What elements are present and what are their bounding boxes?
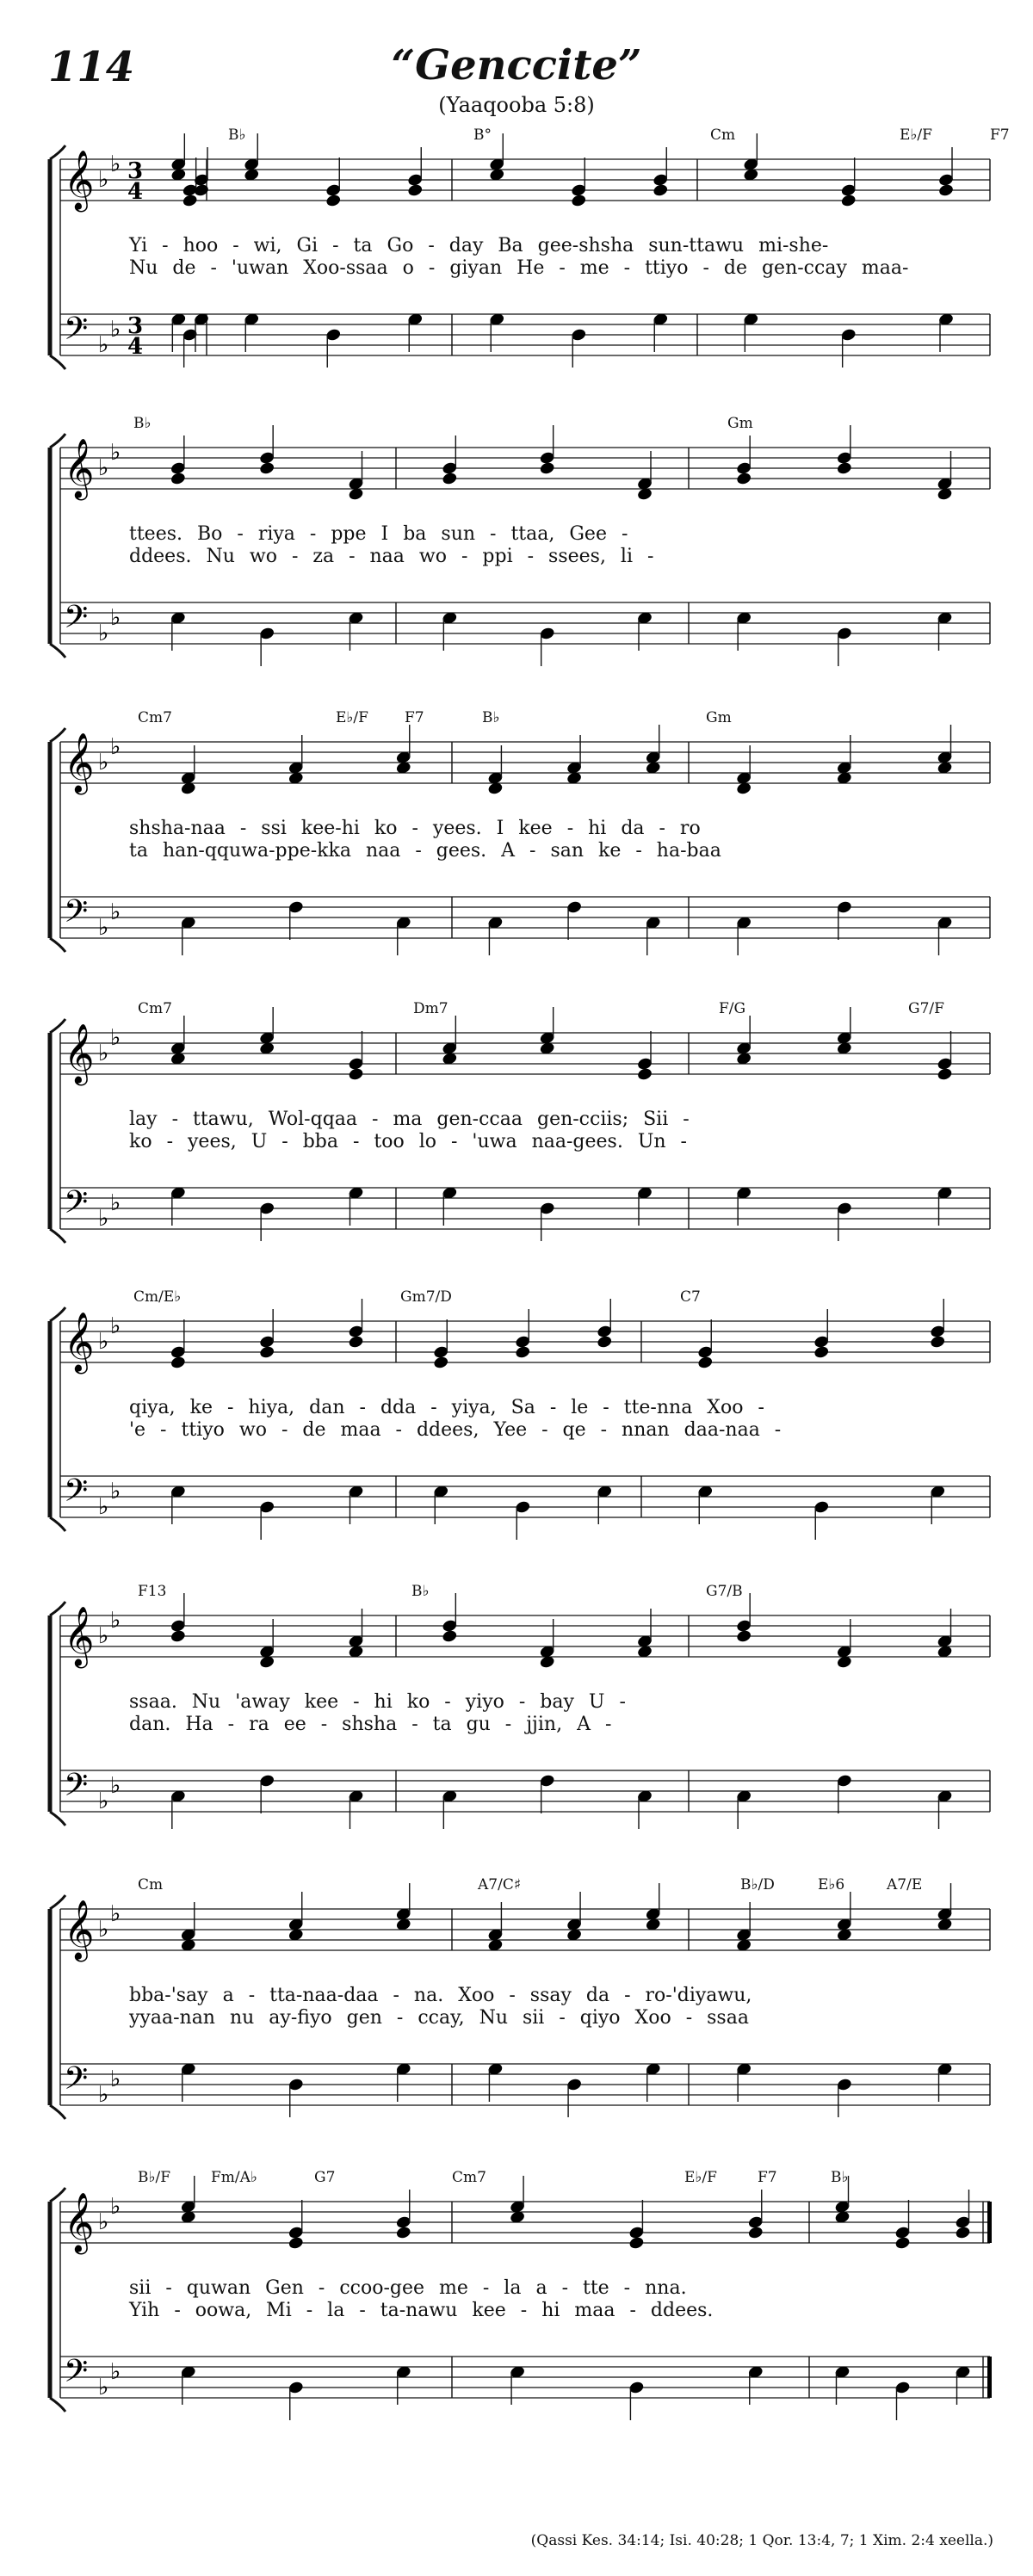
key-flat-icon: ♭ [110,1479,121,1504]
notehead [259,1345,275,1360]
final-barline-thick [987,2202,992,2243]
scripture-reference: (Yaaqooba 5:8) [438,93,595,117]
chord-symbol: Cm/E♭ [133,1288,182,1306]
notehead [597,1335,613,1350]
notehead [628,2236,645,2251]
chord-symbol: E♭/F [900,127,932,144]
chord-symbol: Cm7 [452,2169,486,2186]
notehead [697,1356,714,1370]
key-flat-icon: ♭ [98,621,109,646]
notehead [442,1629,458,1644]
notehead [836,461,852,476]
music-system [0,415,1033,714]
chord-symbol: F7 [405,709,424,726]
lyrics-verse-1: ttees. Bo - riya - ppe I ba sun - ttaa, Gee - [129,523,628,545]
notehead [433,1356,449,1370]
music-system [0,127,1033,426]
chord-symbol: Cm7 [138,709,172,726]
music-system [0,709,1033,1009]
notehead [653,183,669,198]
lyrics-verse-1: bba-'say a - tta-naa-daa - na. Xoo - ssay da - ro-'diyawu, [129,1985,752,2006]
treble-clef-icon: 𝄞 [64,1312,95,1372]
chord-symbol: B♭ [411,1583,430,1600]
bass-clef-icon: 𝄢 [64,2353,89,2397]
key-flat-icon: ♭ [110,1901,121,1927]
music-system [0,1288,1033,1588]
key-flat-icon: ♭ [110,1608,121,1634]
chord-symbol: E♭6 [818,1876,845,1893]
treble-clef-icon: 𝄞 [64,1606,95,1666]
notehead [288,2236,304,2251]
lyrics-verse-1: lay - ttawu, Wol-qqaa - ma gen-ccaa gen-cciis; Sii - [129,1109,690,1130]
chord-symbol: Fm/A♭ [211,2169,257,2186]
chord-symbol: G7/B [706,1583,743,1600]
bracket-bottom [50,644,65,658]
chord-symbol: B♭/F [138,2169,171,2186]
bracket-bottom [50,2398,65,2412]
notehead [955,2226,971,2240]
key-flat-icon: ♭ [98,915,109,941]
notehead [182,194,198,208]
lyrics-verse-1: qiya, ke - hiya, dan - dda - yiya, Sa - le - tte-nna Xoo - [129,1397,764,1418]
bass-clef-icon: 𝄢 [64,311,89,355]
bracket-bottom [50,1812,65,1825]
key-flat-icon: ♭ [110,2066,121,2092]
chord-symbol: Gm [706,709,732,726]
key-flat-icon: ♭ [110,1773,121,1799]
notehead [259,461,275,476]
chord-symbol: Dm7 [413,1000,448,1017]
music-system [0,1000,1033,1300]
key-flat-icon: ♭ [98,1494,109,1520]
key-flat-icon: ♭ [98,750,109,775]
chord-symbol: B♭ [228,127,246,144]
bass-clef-icon: 𝄢 [64,893,89,937]
notehead [937,1067,953,1082]
chord-symbol: E♭/F [336,709,368,726]
lyrics-verse-1: Yi - hoo - wi, Gi - ta Go - day Ba gee-shsha sun-ttawu mi-she- [129,235,829,256]
key-flat-icon: ♭ [98,1917,109,1943]
notehead [937,183,954,198]
chord-symbol: Cm [138,1876,164,1893]
notehead [736,472,752,486]
notehead [170,1356,186,1370]
notehead [571,194,587,208]
hymn-number: 114 [48,43,135,91]
music-system [0,2169,1033,2468]
notehead [840,194,857,208]
lyrics-verse-2: 'e - ttiyo wo - de maa - ddees, Yee - qe - nnan daa-naa - [129,1419,782,1441]
notehead [539,461,555,476]
notehead [348,1335,364,1350]
key-flat-icon: ♭ [98,1623,109,1649]
treble-clef-icon: 𝄞 [64,1900,95,1960]
key-flat-icon: ♭ [110,899,121,925]
key-flat-icon: ♭ [98,167,109,193]
chord-symbol: Gm [727,415,753,432]
notehead [813,1345,830,1360]
notehead [170,472,186,486]
notehead [894,2236,911,2251]
key-flat-icon: ♭ [110,1313,121,1339]
lyrics-verse-2: Yih - oowa, Mi - la - ta-nawu kee - hi maa - ddees. [129,2300,714,2321]
lyrics-verse-1: shsha-naa - ssi kee-hi ko - yees. I kee - hi da - ro [129,818,701,839]
bracket-bottom [50,1229,65,1243]
notehead [930,1335,946,1350]
footer-references: (Qassi Kes. 34:14; Isi. 40:28; 1 Qor. 13:4, 7; 1 Xim. 2:4 xeella.) [530,2532,993,2549]
treble-clef-icon: 𝄞 [64,2192,95,2252]
chord-symbol: Gm7/D [400,1288,452,1306]
chord-symbol: Cm7 [138,1000,172,1017]
chord-symbol: C7 [680,1288,701,1306]
lyrics-verse-1: sii - quwan Gen - ccoo-gee me - la a - tte - nna. [129,2277,687,2299]
time-signature-top: 3 [127,313,144,339]
chord-symbol: B♭/D [740,1876,775,1893]
bass-clef-icon: 𝄢 [64,2060,89,2104]
key-flat-icon: ♭ [110,440,121,466]
key-flat-icon: ♭ [110,1190,121,1216]
chord-symbol: A7/E [887,1876,923,1893]
treble-clef-icon: 𝄞 [64,732,95,793]
lyrics-verse-2: ko - yees, U - bba - too lo - 'uwa naa-gees. Un - [129,1131,687,1152]
bass-clef-icon: 𝄢 [64,1767,89,1811]
treble-clef-icon: 𝄞 [64,1023,95,1084]
key-flat-icon: ♭ [98,455,109,481]
bass-clef-icon: 𝄢 [64,1184,89,1228]
bracket-bottom [50,2105,65,2119]
notehead [348,1067,364,1082]
notehead [747,2226,764,2240]
chord-symbol: F13 [138,1583,167,1600]
notehead [442,472,458,486]
treble-clef-icon: 𝄞 [64,438,95,498]
lyrics-verse-2: yyaa-nan nu ay-fiyo gen - ccay, Nu sii - qiyo Xoo - ssaa [129,2007,749,2029]
notehead [325,194,342,208]
key-flat-icon: ♭ [110,734,121,760]
key-flat-icon: ♭ [98,2375,109,2400]
notehead [395,2226,411,2240]
time-signature-bottom: 4 [127,179,144,205]
bracket-bottom [50,938,65,952]
key-flat-icon: ♭ [110,151,121,177]
lyrics-verse-2: ddees. Nu wo - za - naa wo - ppi - ssees, li - [129,546,654,567]
key-flat-icon: ♭ [98,1206,109,1232]
chord-symbol: G7 [314,2169,336,2186]
key-flat-icon: ♭ [110,317,121,343]
chord-symbol: E♭/F [684,2169,717,2186]
key-flat-icon: ♭ [98,2082,109,2108]
bracket-bottom [50,355,65,369]
time-signature-top: 3 [127,158,144,184]
chord-symbol: F7 [758,2169,777,2186]
key-flat-icon: ♭ [98,332,109,358]
chord-symbol: B♭ [133,415,152,432]
chord-symbol: Cm [710,127,736,144]
key-flat-icon: ♭ [98,2209,109,2235]
chord-symbol: F7 [990,127,1010,144]
notehead [636,1067,653,1082]
music-system [0,1876,1033,2176]
chord-symbol: F/G [719,1000,746,1017]
key-flat-icon: ♭ [110,2359,121,2385]
key-flat-icon: ♭ [98,1788,109,1814]
music-system [0,1583,1033,1882]
bass-clef-icon: 𝄢 [64,599,89,643]
key-flat-icon: ♭ [110,2194,121,2220]
chord-symbol: B♭ [482,709,500,726]
lyrics-verse-2: Nu de - 'uwan Xoo-ssaa o - giyan He - me - ttiyo - de gen-ccay maa- [129,257,909,279]
hymn-title: “Genccite” [391,41,642,90]
lyrics-verse-1: ssaa. Nu 'away kee - hi ko - yiyo - bay U - [129,1691,626,1713]
key-flat-icon: ♭ [98,1329,109,1355]
notehead [515,1345,531,1360]
final-barline-thick [987,2357,992,2398]
bass-clef-icon: 𝄢 [64,1473,89,1517]
chord-symbol: B♭ [831,2169,849,2186]
chord-symbol: G7/F [908,1000,944,1017]
key-flat-icon: ♭ [98,1041,109,1066]
notehead [736,1629,752,1644]
lyrics-verse-2: ta han-qquwa-ppe-kka naa - gees. A - san ke - ha-baa [129,840,721,862]
notehead [407,183,424,198]
chord-symbol: B° [473,127,492,144]
notehead [170,1629,186,1644]
time-signature-bottom: 4 [127,334,144,360]
bracket-bottom [50,1517,65,1531]
key-flat-icon: ♭ [110,605,121,631]
lyrics-verse-2: dan. Ha - ra ee - shsha - ta gu - jjin, A - [129,1714,612,1735]
treble-clef-icon: 𝄞 [64,150,95,210]
key-flat-icon: ♭ [110,1025,121,1051]
chord-symbol: A7/C♯ [478,1876,522,1893]
